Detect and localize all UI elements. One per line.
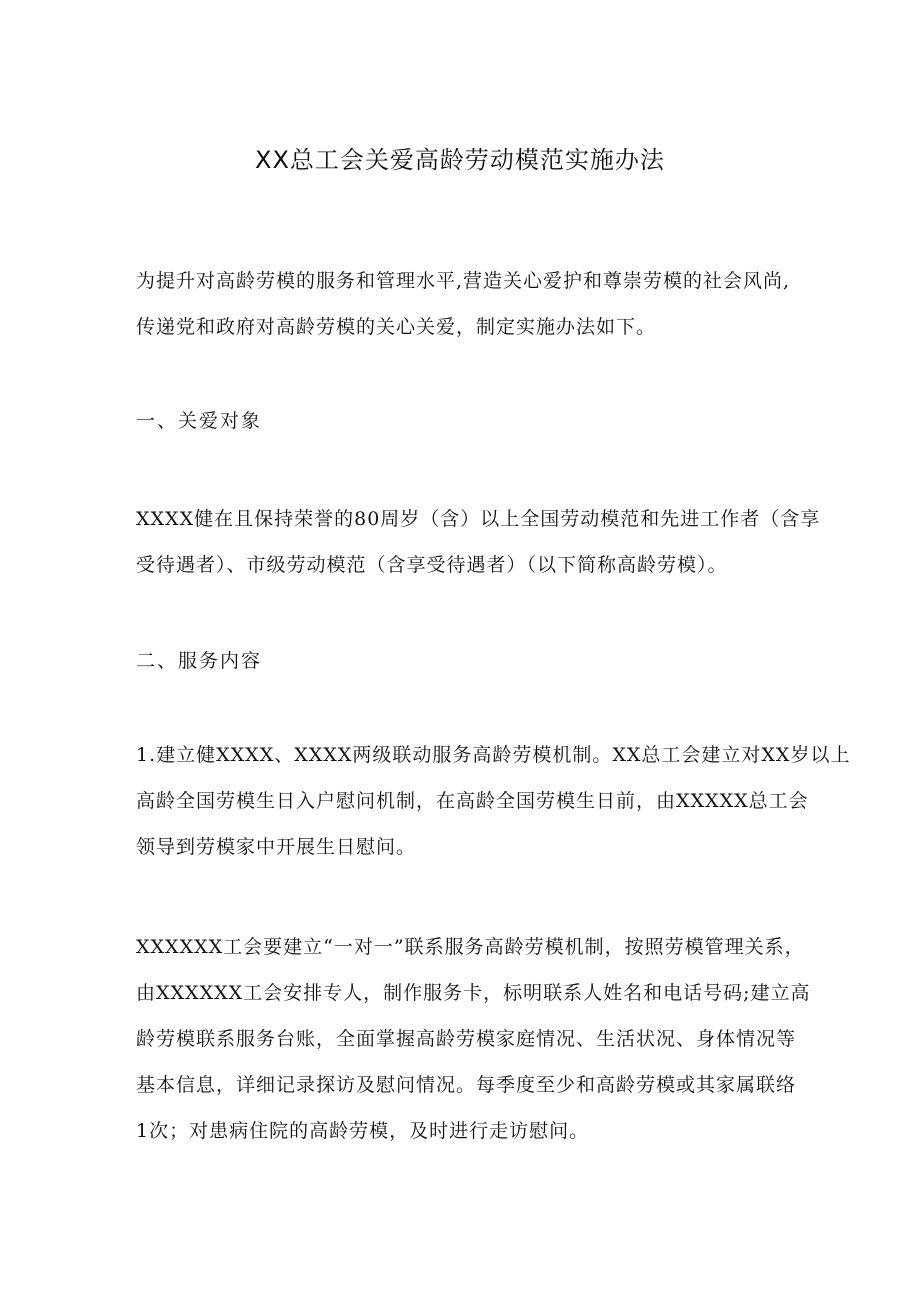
service-line: 1.建立健XXXX、XXXX两级联动服务高龄劳模机制。XX总工会建立对XX岁以上 <box>136 744 851 766</box>
service-paragraph-1 <box>136 732 851 870</box>
care-targets-line: XXXX健在且保持荣誉的80周岁（含）以上全国劳动模范和先进工作者（含享 <box>136 508 821 530</box>
service-line: 1次；对患病住院的高龄劳模，及时进行走访慰问。 <box>136 1120 590 1142</box>
section-heading-care-targets: 一、关爱对象 <box>136 410 263 432</box>
intro-line: 传递党和政府对高龄劳模的关心关爱，制定实施办法如下。 <box>136 316 657 338</box>
document-title: XX总工会关爱高龄劳动模范实施办法 <box>255 146 665 174</box>
intro-line: 为提升对高龄劳模的服务和管理水平,营造关心爱护和尊崇劳模的社会风尚, <box>136 270 791 292</box>
service-line: 由XXXXXX工会安排专人，制作服务卡，标明联系人姓名和电话号码;建立高 <box>136 982 811 1004</box>
service-paragraph-2 <box>136 924 811 1154</box>
service-line: 高龄全国劳模生日入户慰问机制，在高龄全国劳模生日前，由XXXXX总工会 <box>136 790 809 812</box>
care-targets-line: 受待遇者）、市级劳动模范（含享受待遇者）（以下简称高龄劳模）。 <box>136 554 728 576</box>
service-line: XXXXXX工会要建立“一对一”联系服务高龄劳模机制，按照劳模管理关系， <box>136 936 805 958</box>
section-heading-service-content: 二、服务内容 <box>136 650 263 672</box>
service-line: 基本信息，详细记录探访及慰问情况。每季度至少和高龄劳模或其家属联络 <box>136 1074 797 1096</box>
service-line: 龄劳模联系服务台账，全面掌握高龄劳模家庭情况、生活状况、身体情况等 <box>136 1028 797 1050</box>
care-targets-paragraph <box>136 496 821 588</box>
service-line: 领导到劳模家中开展生日慰问。 <box>136 836 417 858</box>
intro-paragraph <box>136 258 796 350</box>
